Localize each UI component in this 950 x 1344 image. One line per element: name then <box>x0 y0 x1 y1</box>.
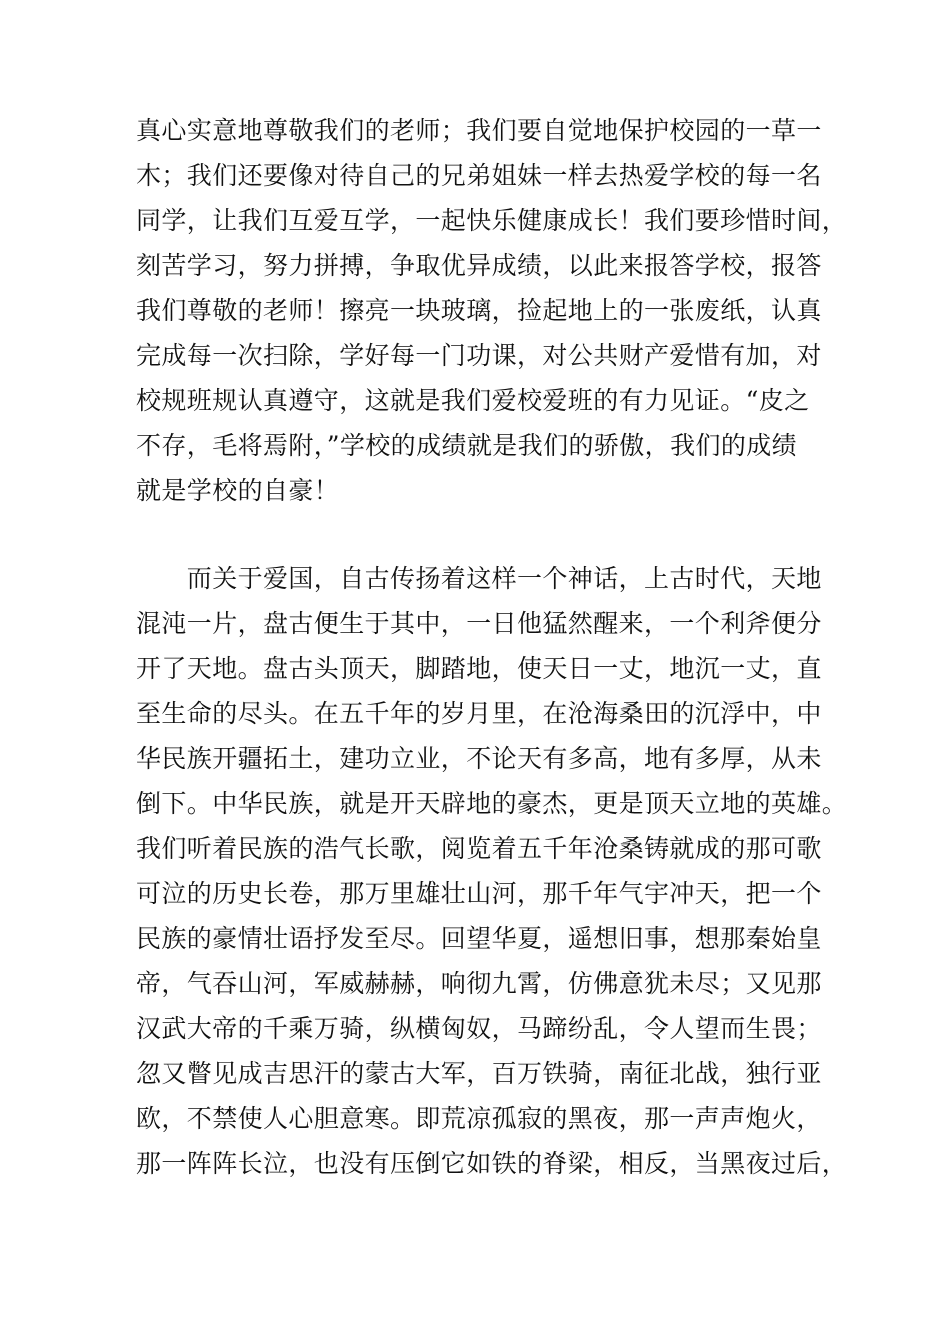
text-line: 开了天地。盘古头顶天，脚踏地，使天日一丈，地沉一丈，直 <box>136 654 822 683</box>
text-line: 同学，让我们互爱互学，一起快乐健康成长！我们要珍惜时间， <box>136 206 848 235</box>
text-line: 华民族开疆拓土，建功立业，不论天有多高，地有多厚，从未 <box>136 744 822 773</box>
text-line: 校规班规认真遵守，这就是我们爱校爱班的有力见证。“皮之 <box>136 386 810 415</box>
text-line: 真心实意地尊敬我们的老师；我们要自觉地保护校园的一草一 <box>136 116 822 145</box>
text-line: 完成每一次扫除，学好每一门功课，对公共财产爱惜有加，对 <box>136 341 822 370</box>
text-line: 就是学校的自豪！ <box>136 476 340 505</box>
text-line: 可泣的历史长卷，那万里雄壮山河，那千年气宇冲天，把一个 <box>136 879 822 908</box>
paragraph-school-love <box>136 108 856 513</box>
text-line: 我们尊敬的老师！擦亮一块玻璃，捡起地上的一张废纸，认真 <box>136 296 822 325</box>
text-line: 混沌一片，盘古便生于其中，一日他猛然醒来，一个利斧便分 <box>136 609 822 638</box>
text-line: 我们听着民族的浩气长歌，阅览着五千年沧桑铸就成的那可歌 <box>136 834 822 863</box>
text-line: 刻苦学习，努力拼搏，争取优异成绩，以此来报答学校，报答 <box>136 251 822 280</box>
text-line: 欧，不禁使人心胆意寒。即荒凉孤寂的黑夜，那一声声炮火， <box>136 1104 822 1133</box>
text-line: 帝，气吞山河，军威赫赫，响彻九霄，仿佛意犹未尽；又见那 <box>136 969 822 998</box>
text-line: 倒下。中华民族，就是开天辟地的豪杰，更是顶天立地的英雄。 <box>136 789 848 818</box>
text-line: 而关于爱国，自古传扬着这样一个神话，上古时代，天地 <box>136 564 822 593</box>
text-line: 那一阵阵长泣，也没有压倒它如铁的脊梁，相反，当黑夜过后， <box>136 1149 848 1178</box>
text-line: 木；我们还要像对待自己的兄弟姐妹一样去热爱学校的每一名 <box>136 161 822 190</box>
text-line: 不存，毛将焉附，”学校的成绩就是我们的骄傲，我们的成绩 <box>136 431 798 460</box>
text-line: 民族的豪情壮语抒发至尽。回望华夏，遥想旧事，想那秦始皇 <box>136 924 822 953</box>
paragraph-patriotism <box>136 556 856 1186</box>
text-line: 至生命的尽头。在五千年的岁月里，在沧海桑田的沉浮中，中 <box>136 699 822 728</box>
text-line: 汉武大帝的千乘万骑，纵横匈奴，马蹄纷乱，令人望而生畏； <box>136 1014 822 1043</box>
text-line: 忽又瞥见成吉思汗的蒙古大军，百万铁骑，南征北战，独行亚 <box>136 1059 822 1088</box>
